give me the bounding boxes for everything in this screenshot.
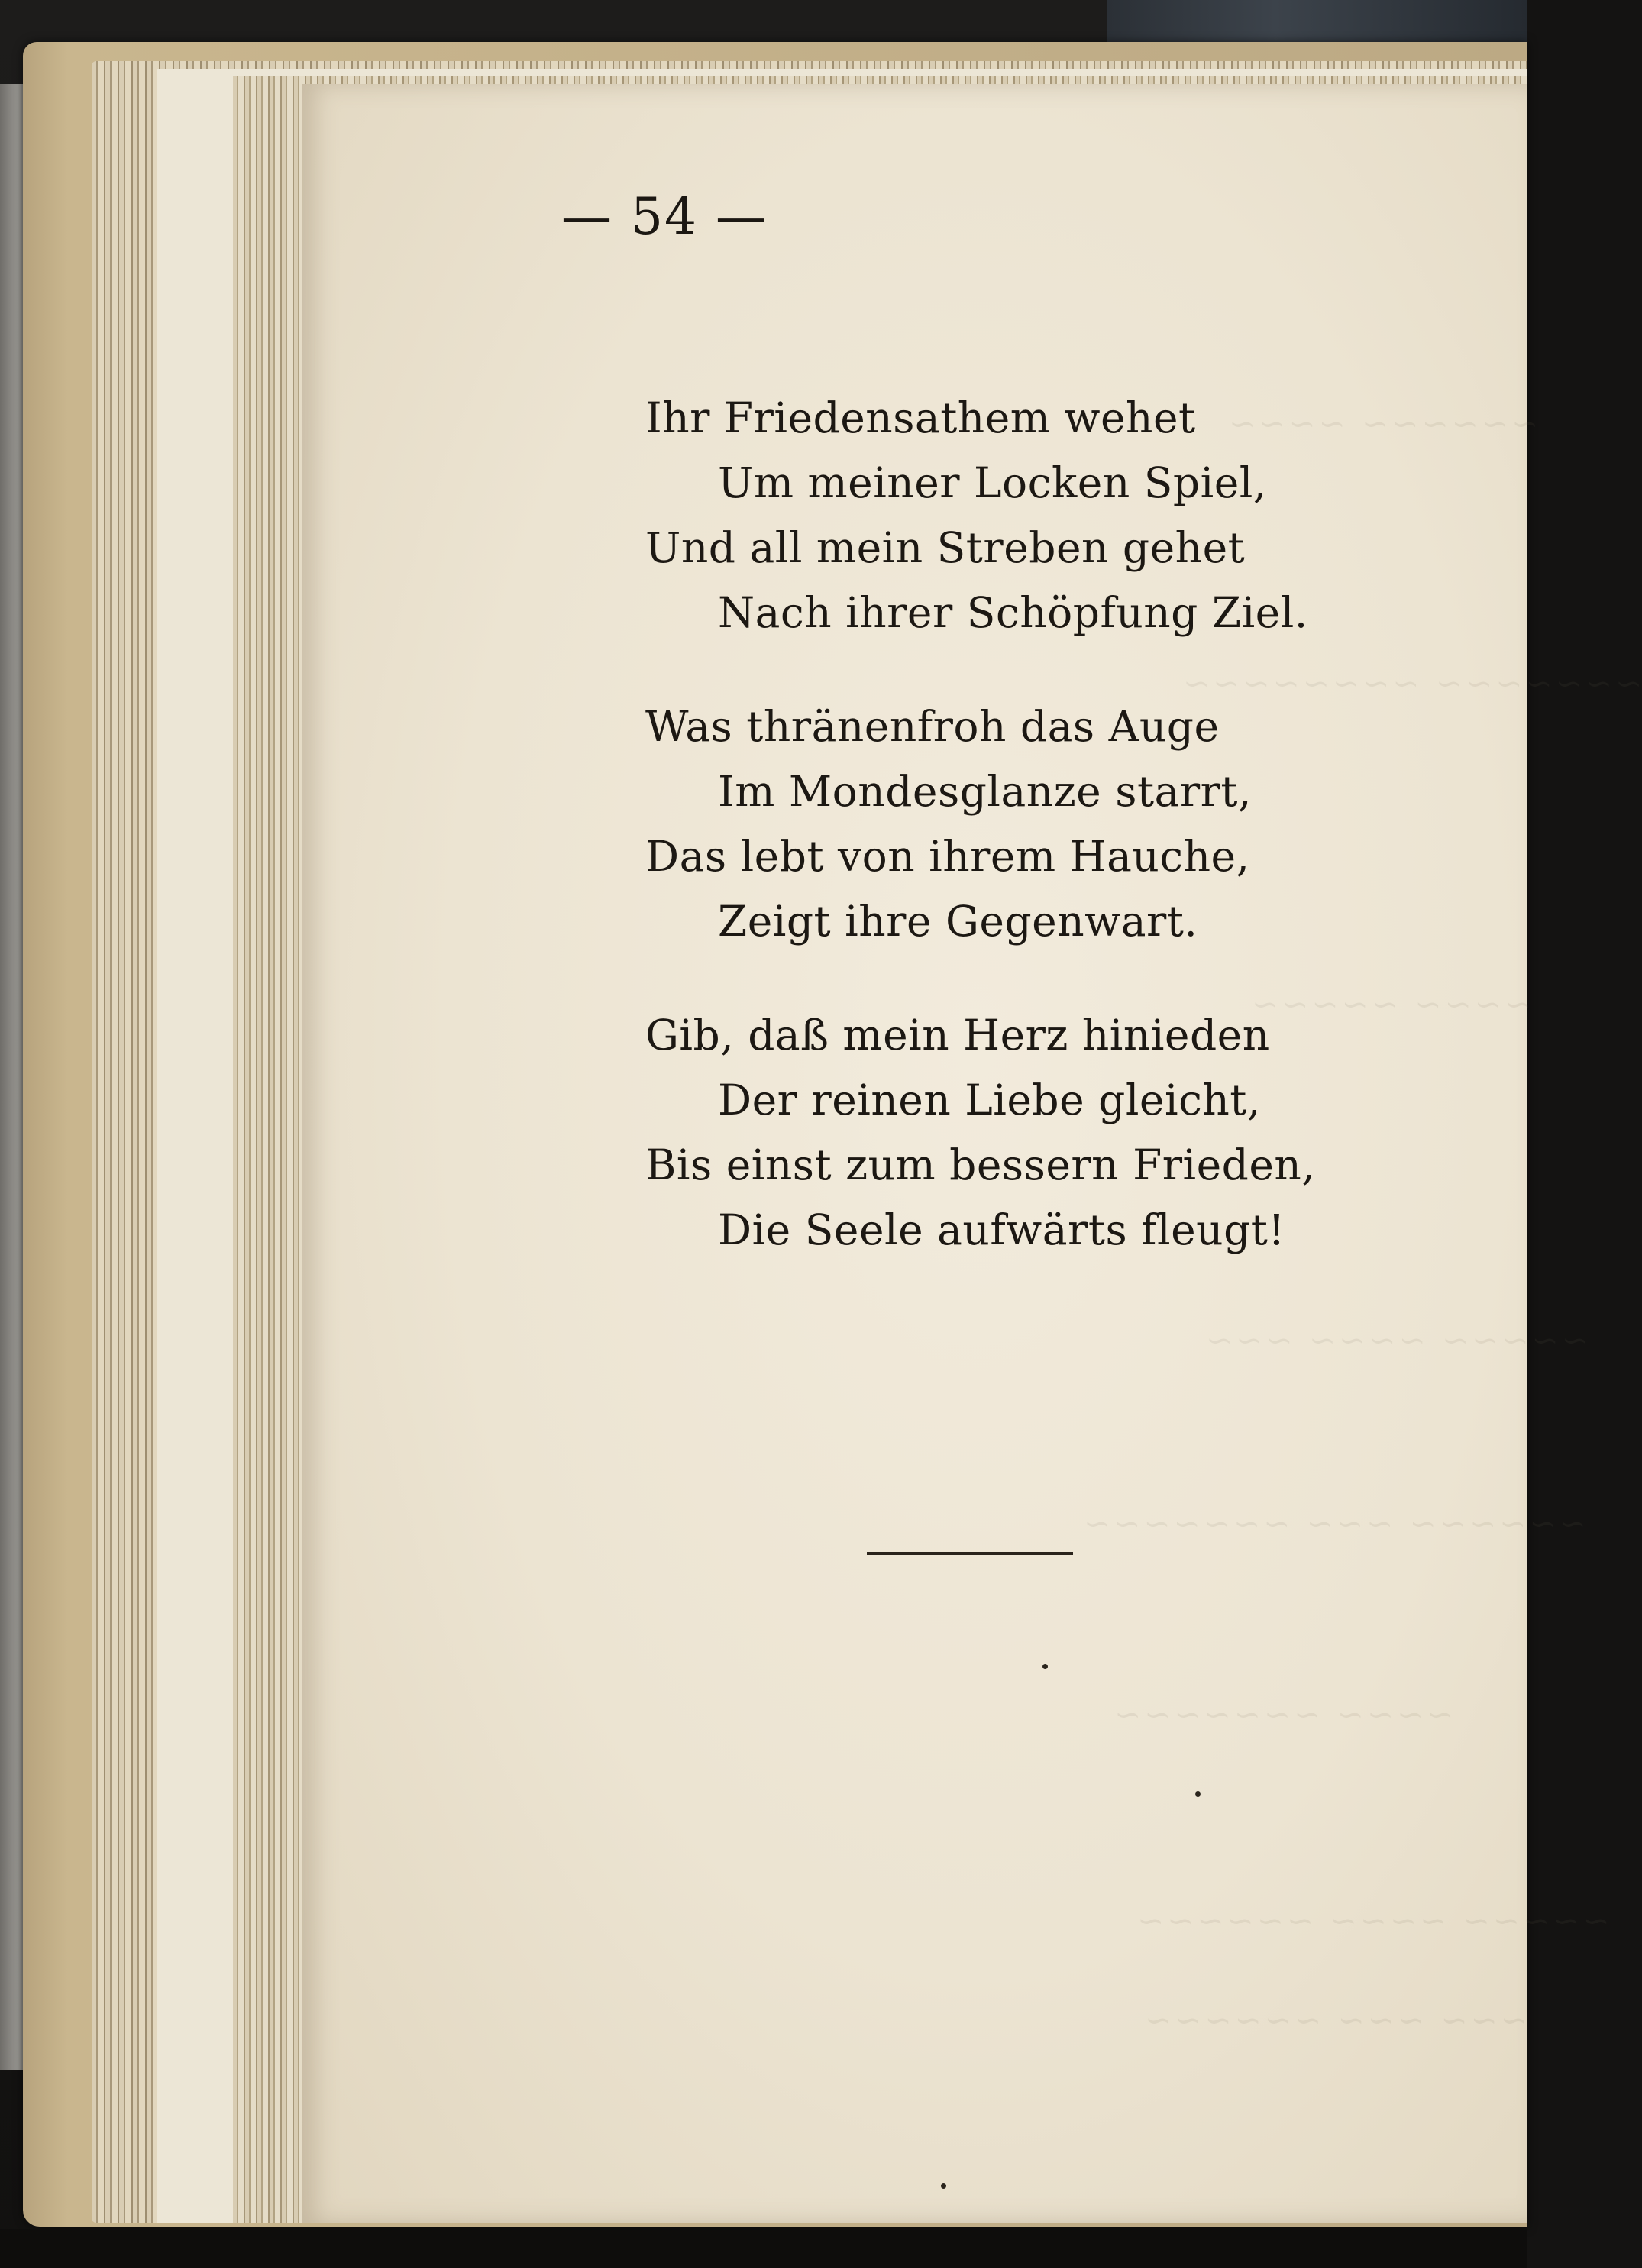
verse-line: Ihr Friedensathem wehet xyxy=(645,393,1196,442)
verse-line: Die Seele aufwärts fleugt! xyxy=(718,1205,1285,1254)
stanza-1 xyxy=(645,386,1409,645)
stanza-3 xyxy=(645,1003,1409,1263)
verse-line: Zeigt ihre Gegenwart. xyxy=(718,897,1198,946)
stanza-2 xyxy=(645,694,1409,954)
background-cloth xyxy=(1107,0,1527,46)
page-number: — 54 — xyxy=(561,187,768,246)
verse-line: Im Mondesglanze starrt, xyxy=(718,767,1252,816)
poem xyxy=(645,386,1409,1312)
end-rule xyxy=(867,1552,1073,1555)
ink-speck xyxy=(941,2183,946,2189)
verse-line: Gib, daß mein Herz hinieden xyxy=(645,1011,1270,1060)
verse-line: Nach ihrer Schöpfung Ziel. xyxy=(718,588,1308,637)
bottom-shadow xyxy=(0,2229,1527,2268)
verse-line: Um meiner Locken Spiel, xyxy=(718,458,1267,507)
bleed-through-texture: ~~~~~~ ~~~~ ~~~~~~~ ~~~~~~~~ ~~~~ ~~~~~ ~~~~~ ~~~~ ~~~ ~~~~~~ ~~~ ~~~~~~~ ~~~~ ~~~~~~~ ~~~~~ ~~~~ ~~~~~~ ~~~ ~~~ ~~~~~~ xyxy=(1081,405,1642,2039)
verse-line: Das lebt von ihrem Hauche, xyxy=(645,832,1250,881)
verse-line: Der reinen Liebe gleicht, xyxy=(718,1076,1261,1124)
verse-line: Und all mein Streben gehet xyxy=(645,523,1246,572)
verse-line: Was thränenfroh das Auge xyxy=(645,702,1220,751)
ink-speck xyxy=(1195,1791,1201,1797)
ink-speck xyxy=(1042,1664,1048,1669)
verse-line: Bis einst zum bessern Frieden, xyxy=(645,1140,1316,1189)
